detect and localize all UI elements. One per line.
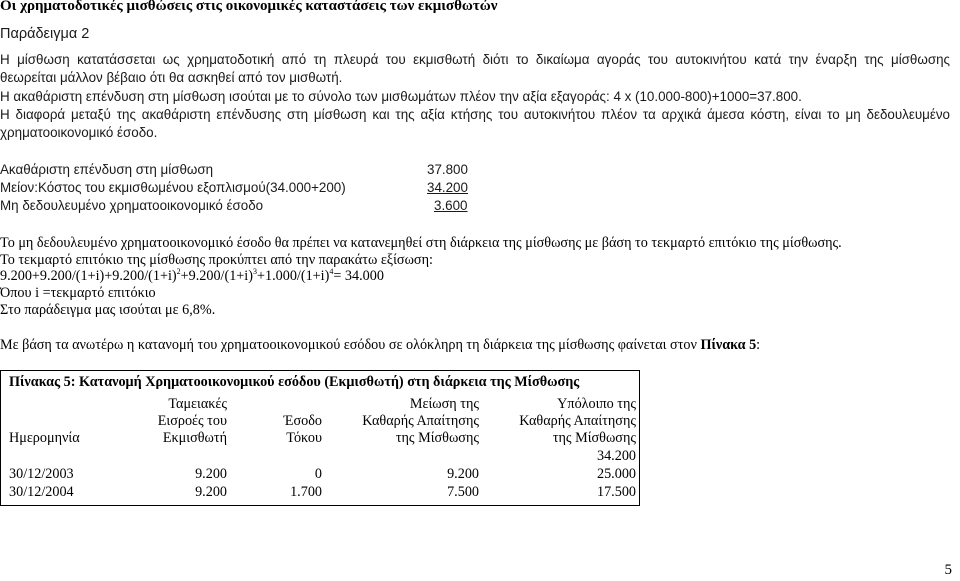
- calc-row-2-label: Μείον:Κόστος του εκμισθωμένου εξοπλισμού(34.000+200): [0, 180, 346, 195]
- example-title: Παράδειγμα 2: [0, 26, 90, 42]
- intro-line-2: θεωρείται μάλλον βέβαιο ότι θα ασκηθεί από τον μισθωτή.: [0, 70, 343, 85]
- row-1-cash: 9.200: [195, 466, 227, 482]
- summary-line: [0, 337, 760, 354]
- rate-equation-exponent-4: 4: [329, 267, 334, 276]
- calc-row-3-label: Μη δεδουλευμένο χρηματοοικονομικό έσοδο: [0, 198, 264, 213]
- header-interest-line-2: Τόκου: [286, 430, 322, 446]
- intro-line-1: Η μίσθωση κατατάσσεται ως χρηματοδοτική από τη πλευρά του εκμισθωτή διότι το δικαίωμα αγοράς του αυτοκινήτου κατά την έναρξη της μίσθωσης: [0, 52, 950, 67]
- row-2-date: 30/12/2004: [9, 484, 74, 500]
- table-caption: Πίνακας 5: Κατανομή Χρηματοοικονομικού εσόδου (Εκμισθωτή) στη διάρκεια της Μίσθωσης: [9, 374, 580, 390]
- calc-row-3-value: 3.600: [434, 198, 468, 213]
- table-reference: Πίνακα 5: [700, 337, 757, 353]
- header-interest-line-1: Έσοδο: [283, 413, 322, 429]
- rate-equation-exponent-3: 3: [252, 267, 257, 276]
- header-balance-line-1: Υπόλοιπο της: [557, 396, 636, 412]
- row-1-balance: 25.000: [596, 466, 636, 482]
- allocation-table: [0, 370, 640, 506]
- rate-equation: [0, 268, 384, 285]
- allocation-line-1: Το μη δεδουλευμένο χρηματοοικονομικό έσοδο θα πρέπει να κατανεμηθεί στη διάρκεια της μίσθωσης με βάση το τεκμαρτό επιτόκιο της μίσθωσης.: [0, 235, 842, 251]
- calc-row-2-value: 34.200: [427, 180, 468, 195]
- rate-equation-exponent-2: 2: [176, 267, 181, 276]
- document-heading: Οι χρηματοδοτικές μισθώσεις στις οικονομικές καταστάσεις των εκμισθωτών: [0, 0, 498, 14]
- header-date: Ημερομηνία: [9, 430, 80, 446]
- calc-row-1-label: Ακαθάριστη επένδυση στη μίσθωση: [0, 162, 214, 177]
- row-2-cash: 9.200: [195, 484, 227, 500]
- row-2-interest: 1.700: [290, 484, 322, 500]
- header-balance-line-3: της Μίσθωσης: [552, 430, 636, 446]
- header-cash-line-2: Εισροές του: [157, 413, 227, 429]
- header-reduction-line-2: Καθαρής Απαίτησης: [362, 413, 479, 429]
- rate-equation-part-1: 9.200+9.200/(1+i)+9.200/(1+i): [0, 268, 177, 284]
- allocation-line-4: Όπου i =τεκμαρτό επιτόκιο: [0, 285, 156, 301]
- header-reduction-line-3: της Μίσθωσης: [395, 430, 479, 446]
- row-1-interest: 0: [314, 466, 322, 482]
- summary-text: Με βάση τα ανωτέρω η κατανομή του χρηματοοικονομικού εσόδου σε ολόκληρη τη διάρκεια της μίσθωσης φαίνεται στον: [0, 337, 697, 353]
- header-balance-line-2: Καθαρής Απαίτησης: [519, 413, 636, 429]
- intro-line-4: Η διαφορά μεταξύ της ακαθάριστη επένδυσης στη μίσθωση και της αξία κτήσης του αυτοκινήτου πλέον τα αρχικά άμεσα κόστη, είναι το μη δεδουλευμένο: [0, 107, 950, 122]
- row-2-reduction: 7.500: [447, 484, 479, 500]
- opening-balance: 34.200: [596, 448, 636, 464]
- intro-line-5: χρηματοοικονομικό έσοδο.: [0, 125, 158, 140]
- intro-line-3: Η ακαθάριστη επένδυση στη μίσθωση ισούται με το σύνολο των μισθωμάτων πλέον την αξία εξαγοράς: 4 x (10.000-800)+1000=37.800.: [0, 89, 802, 104]
- row-1-reduction: 9.200: [447, 466, 479, 482]
- row-1-date: 30/12/2003: [9, 466, 74, 482]
- header-cash-line-1: Ταμειακές: [168, 396, 227, 412]
- header-cash-line-3: Εκμισθωτή: [162, 430, 227, 446]
- calc-row-1-value: 37.800: [427, 162, 468, 177]
- allocation-line-2: Το τεκμαρτό επιτόκιο της μίσθωσης προκύπτει από την παρακάτω εξίσωση:: [0, 252, 433, 268]
- allocation-line-5: Στο παράδειγμα μας ισούται με 6,8%.: [0, 302, 216, 318]
- summary-colon: :: [756, 337, 761, 353]
- rate-equation-part-3: +1.000/(1+i): [256, 268, 330, 284]
- page-number: 5: [944, 562, 952, 578]
- row-2-balance: 17.500: [596, 484, 636, 500]
- rate-equation-part-4: = 34.000: [333, 268, 384, 284]
- rate-equation-part-2: +9.200/(1+i): [180, 268, 253, 284]
- header-reduction-line-1: Μείωση της: [409, 396, 479, 412]
